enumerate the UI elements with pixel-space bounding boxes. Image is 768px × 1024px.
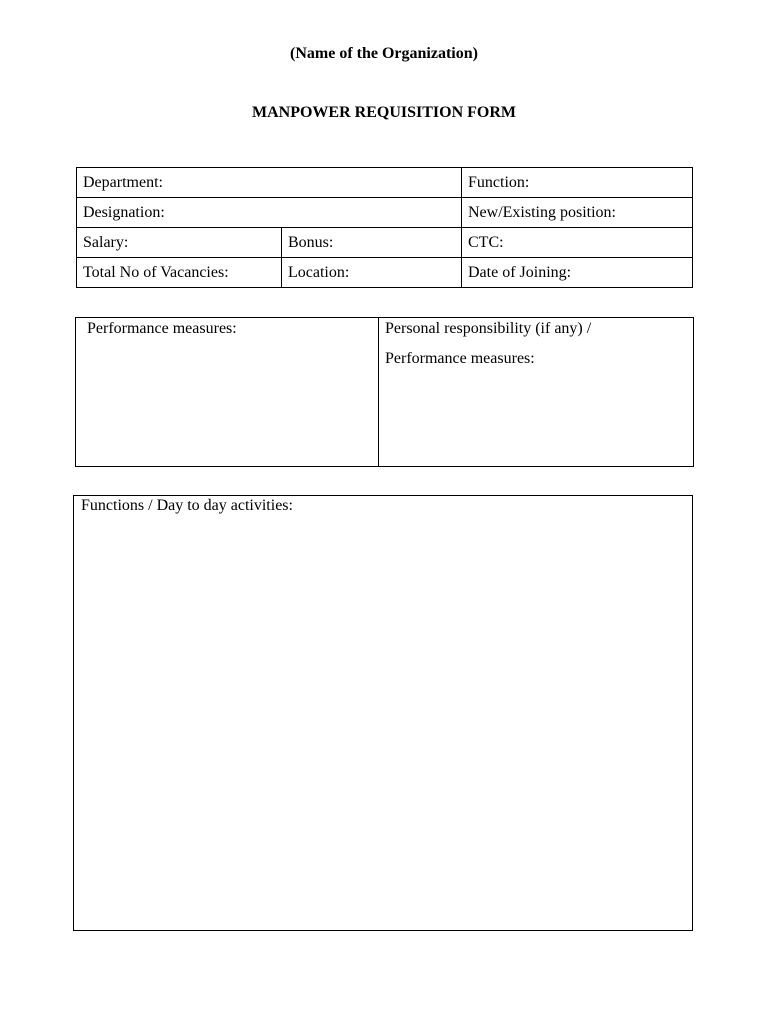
activities-label: Functions / Day to day activities:	[81, 497, 293, 514]
performance-measures-field[interactable]	[76, 318, 379, 467]
location-field[interactable]	[282, 258, 462, 288]
personal-responsibility-label: Personal responsibility (if any) /	[385, 320, 592, 337]
table-row	[77, 198, 693, 228]
department-field[interactable]	[77, 168, 462, 198]
designation-label: Designation:	[83, 203, 165, 221]
function-label: Function:	[468, 173, 530, 191]
salary-field[interactable]	[77, 228, 282, 258]
form-title: MANPOWER REQUISITION FORM	[251, 104, 516, 121]
performance-table	[75, 317, 694, 467]
location-label: Location:	[288, 263, 350, 281]
table-row	[77, 228, 693, 258]
function-field[interactable]	[462, 168, 693, 198]
date-of-joining-field[interactable]	[462, 258, 693, 288]
activities-field[interactable]	[73, 495, 693, 931]
total-vacancies-field[interactable]	[77, 258, 282, 288]
table-row	[76, 318, 694, 467]
bonus-label: Bonus:	[288, 233, 334, 251]
ctc-label: CTC:	[468, 233, 504, 251]
date-of-joining-label: Date of Joining:	[468, 263, 572, 281]
personal-responsibility-field[interactable]	[379, 318, 694, 467]
bonus-field[interactable]	[282, 228, 462, 258]
table-row	[77, 168, 693, 198]
info-table	[76, 167, 693, 288]
table-row	[77, 258, 693, 288]
department-label: Department:	[83, 173, 163, 191]
organization-name: (Name of the Organization)	[290, 45, 478, 62]
new-existing-position-label: New/Existing position:	[468, 203, 616, 221]
performance-measures-label: Performance measures:	[87, 320, 237, 337]
designation-field[interactable]	[77, 198, 462, 228]
personal-performance-measures-label: Performance measures:	[385, 350, 535, 367]
total-vacancies-label: Total No of Vacancies:	[83, 263, 229, 281]
salary-label: Salary:	[83, 233, 129, 251]
new-existing-position-field[interactable]	[462, 198, 693, 228]
ctc-field[interactable]	[462, 228, 693, 258]
